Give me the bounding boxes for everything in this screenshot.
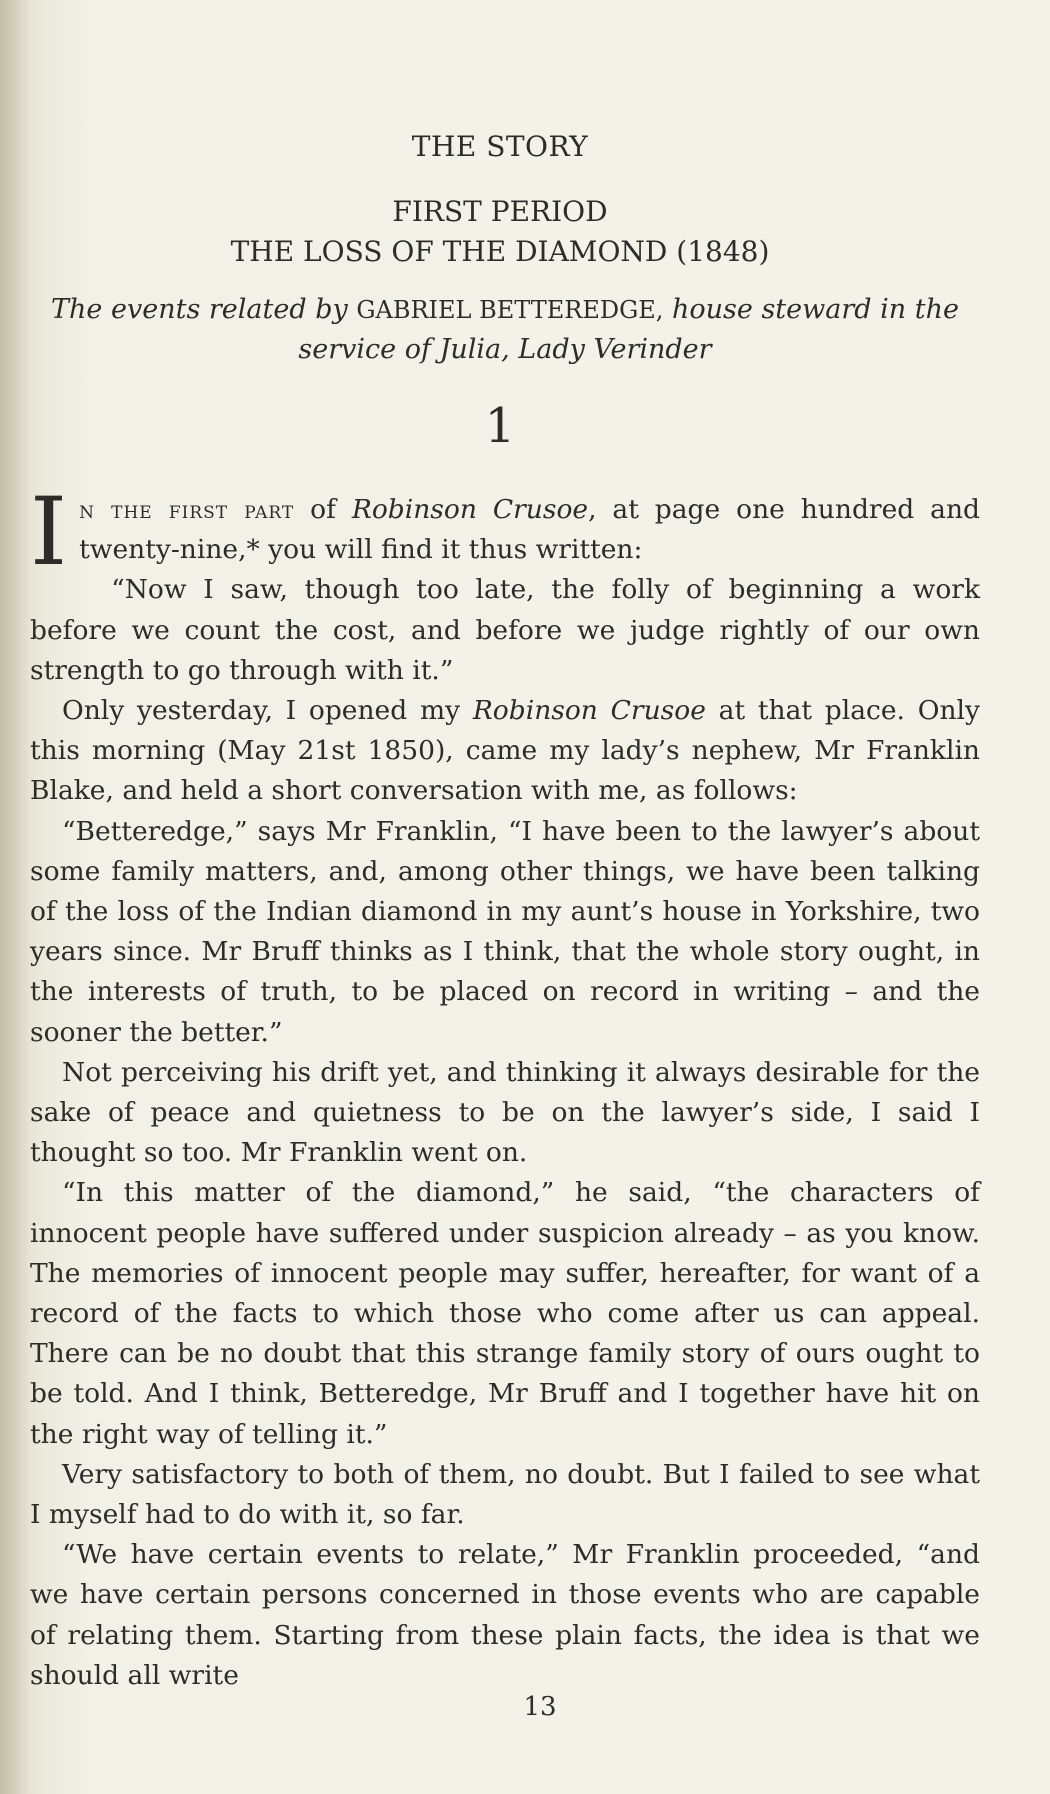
small-caps-opening: n the first part — [79, 496, 295, 524]
body-text — [30, 478, 980, 1696]
book-title-ref: Robinson Crusoe — [351, 494, 589, 525]
page-number: 13 — [523, 1692, 557, 1722]
story-title: THE STORY — [411, 130, 589, 163]
paragraph-1 — [30, 478, 980, 587]
paragraph-6: “In this matter of the diamond,” he said, “the characters of innocent people have suffered under suspicion already – as you know. The memories of innocent people may suffer, hereafter, for want of a record of the facts to which those who come after us can appeal. There can be no doubt that this strange family story of ours ought to be told. And I think, Betteredge, Mr Bruff and I together have hit on the right way of telling it.” — [30, 1177, 980, 1450]
paragraph-8: “We have certain events to relate,” Mr Franklin proceeded, “and we have certain persons concerned in those events who are capable of relating them. Starting from these plain facts, the idea is that we should all write — [30, 1539, 980, 1691]
period-heading — [30, 192, 970, 272]
paragraph-4: “Betteredge,” says Mr Franklin, “I have been to the lawyer’s about some family matters, and, among other things, we have been talking of the loss of the Indian diamond in my aunt’s house in Yorkshire, two years since. Mr Bruff thinks as I think, that the whole story ought, in the interests of truth, to be placed on record in writing – and the sooner the better.” — [30, 815, 980, 1048]
drop-cap: I — [30, 478, 68, 587]
paragraph-2: “Now I saw, though too late, the folly of beginning a work before we count the cost, and before we judge rightly of our own strength to go through with it.” — [30, 574, 980, 686]
p1-rest: , at page one hundred and twenty-nine,* you will find it thus written: — [79, 494, 980, 566]
p3-b: at that place. Only this morning (May 21st 1850), came my lady’s nephew, Mr Franklin Blake, and held a short conversation with me, as follows: — [30, 695, 980, 807]
period-line-1: FIRST PERIOD — [392, 195, 608, 228]
paragraph-5: Not perceiving his drift yet, and thinking it always desirable for the sake of peace and quietness to be on the lawyer’s side, I said I thought so too. Mr Franklin went on. — [30, 1056, 980, 1169]
narrator-suffix: house steward in the service of Julia, Lady Verinder — [298, 294, 959, 365]
p1-of: of — [294, 494, 352, 525]
period-line-2: THE LOSS OF THE DIAMOND (1848) — [230, 235, 770, 268]
paragraph-7: Very satisfactory to both of them, no doubt. But I failed to see what I myself had to do with it, so far. — [30, 1458, 980, 1531]
paragraph-3 — [30, 691, 980, 812]
gutter-shadow — [0, 0, 30, 1794]
book-title-ref: Robinson Crusoe — [472, 695, 706, 727]
p3-a: Only yesterday, I opened my — [62, 695, 473, 727]
narrator-name: GABRIEL BETTEREDGE, — [356, 296, 664, 324]
narrator-prefix: The events related by — [51, 294, 348, 325]
narrator-line — [30, 290, 980, 370]
chapter-number: 1 — [484, 398, 516, 454]
